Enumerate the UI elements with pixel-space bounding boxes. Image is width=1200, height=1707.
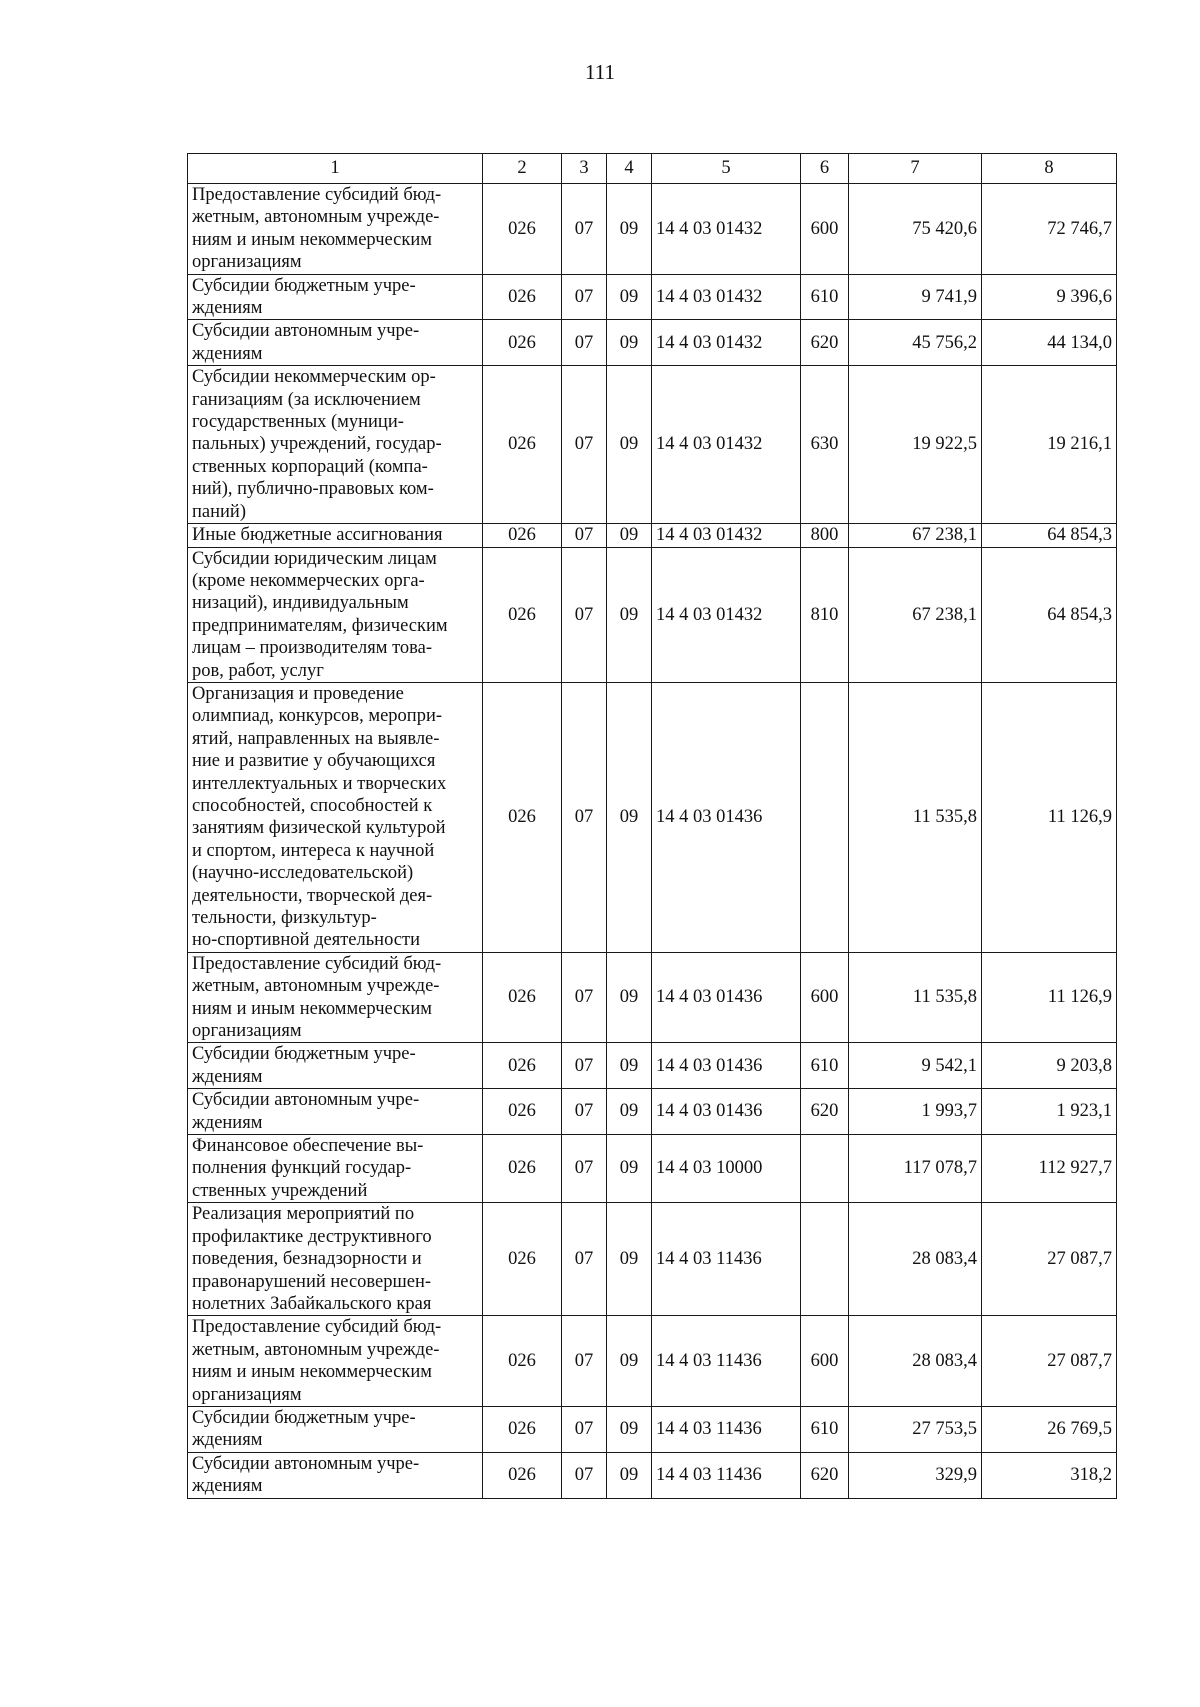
section-cell: 07 xyxy=(562,952,607,1043)
table-row xyxy=(188,320,1117,366)
section-cell: 07 xyxy=(562,1452,607,1498)
row-name-line: Иные бюджетные ассигнования xyxy=(192,525,443,546)
row-name-line: ганизациям (за исключением xyxy=(192,389,421,410)
header-cell: 2 xyxy=(483,154,562,184)
subsection-cell: 09 xyxy=(607,1089,652,1135)
row-name-line: ственных корпораций (компа- xyxy=(192,456,428,477)
amount-col8-cell: 1 923,1 xyxy=(982,1089,1117,1135)
row-name-line: жетным, автономным учрежде- xyxy=(192,1339,440,1360)
ministry-code-cell: 026 xyxy=(483,1089,562,1135)
row-name-line: лицам – производителям това- xyxy=(192,638,433,659)
amount-col8-cell: 44 134,0 xyxy=(982,320,1117,366)
row-name-line: ров, работ, услуг xyxy=(192,660,324,681)
ministry-code-cell: 026 xyxy=(483,1135,562,1203)
row-name-line: (научно-исследовательской) xyxy=(192,863,414,884)
amount-col7-cell: 67 238,1 xyxy=(849,524,982,547)
amount-col8-cell: 26 769,5 xyxy=(982,1406,1117,1452)
table-row xyxy=(188,1316,1117,1407)
expense-type-cell: 800 xyxy=(801,524,849,547)
row-name-line: Реализация мероприятий по xyxy=(192,1204,415,1225)
row-name-cell xyxy=(188,1043,483,1089)
row-name-line: ждениям xyxy=(192,1066,263,1087)
row-name-line: ниям и иным некоммерческим xyxy=(192,998,432,1019)
row-name-line: ниям и иным некоммерческим xyxy=(192,1362,432,1383)
subsection-cell: 09 xyxy=(607,682,652,952)
row-name-cell xyxy=(188,682,483,952)
target-article-cell: 14 4 03 01432 xyxy=(652,366,801,524)
section-cell: 07 xyxy=(562,547,607,682)
row-name-line: Предоставление субсидий бюд- xyxy=(192,185,442,205)
section-cell: 07 xyxy=(562,1406,607,1452)
row-name-line: ний), публично-правовых ком- xyxy=(192,479,434,500)
subsection-cell: 09 xyxy=(607,1203,652,1316)
target-article-cell: 14 4 03 01432 xyxy=(652,184,801,275)
subsection-cell: 09 xyxy=(607,952,652,1043)
ministry-code-cell: 026 xyxy=(483,1406,562,1452)
page-number: 111 xyxy=(585,60,615,84)
row-name-cell xyxy=(188,524,483,547)
subsection-cell: 09 xyxy=(607,1043,652,1089)
amount-col8-cell: 64 854,3 xyxy=(982,524,1117,547)
subsection-cell: 09 xyxy=(607,274,652,320)
row-name-cell xyxy=(188,547,483,682)
table-header-row xyxy=(188,154,1117,184)
header-cell: 8 xyxy=(982,154,1117,184)
row-name-line: способностей, способностей к xyxy=(192,795,433,816)
expense-type-cell: 600 xyxy=(801,184,849,275)
section-cell: 07 xyxy=(562,1316,607,1407)
row-name-cell xyxy=(188,1135,483,1203)
amount-col7-cell: 67 238,1 xyxy=(849,547,982,682)
amount-col8-cell: 112 927,7 xyxy=(982,1135,1117,1203)
row-name-line: Субсидии юридическим лицам xyxy=(192,548,437,569)
table-row xyxy=(188,366,1117,524)
target-article-cell: 14 4 03 11436 xyxy=(652,1316,801,1407)
ministry-code-cell: 026 xyxy=(483,524,562,547)
row-name-line: деятельности, творческой дея- xyxy=(192,885,433,906)
ministry-code-cell: 026 xyxy=(483,274,562,320)
table-row xyxy=(188,1452,1117,1498)
target-article-cell: 14 4 03 01432 xyxy=(652,524,801,547)
subsection-cell: 09 xyxy=(607,1452,652,1498)
table-row xyxy=(188,547,1117,682)
row-name-line: (кроме некоммерческих орга- xyxy=(192,570,425,591)
amount-col8-cell: 72 746,7 xyxy=(982,184,1117,275)
row-name-cell xyxy=(188,320,483,366)
table-row xyxy=(188,952,1117,1043)
expense-type-cell: 600 xyxy=(801,1316,849,1407)
expense-type-cell xyxy=(801,1135,849,1203)
expense-type-cell xyxy=(801,1203,849,1316)
row-name-line: правонарушений несовершен- xyxy=(192,1271,432,1292)
amount-col7-cell: 9 741,9 xyxy=(849,274,982,320)
row-name-line: Субсидии бюджетным учре- xyxy=(192,275,416,296)
row-name-line: Предоставление субсидий бюд- xyxy=(192,1317,442,1338)
section-cell: 07 xyxy=(562,274,607,320)
row-name-cell xyxy=(188,1089,483,1135)
row-name-line: пальных) учреждений, государ- xyxy=(192,434,442,455)
section-cell: 07 xyxy=(562,184,607,275)
target-article-cell: 14 4 03 11436 xyxy=(652,1406,801,1452)
amount-col7-cell: 75 420,6 xyxy=(849,184,982,275)
expense-type-cell: 600 xyxy=(801,952,849,1043)
row-name-line: ждениям xyxy=(192,343,263,364)
amount-col8-cell: 64 854,3 xyxy=(982,547,1117,682)
budget-table xyxy=(187,153,1117,1499)
row-name-line: ственных учреждений xyxy=(192,1180,368,1201)
section-cell: 07 xyxy=(562,320,607,366)
row-name-cell xyxy=(188,1406,483,1452)
header-cell: 6 xyxy=(801,154,849,184)
row-name-line: ждениям xyxy=(192,1476,263,1497)
ministry-code-cell: 026 xyxy=(483,1043,562,1089)
amount-col8-cell: 19 216,1 xyxy=(982,366,1117,524)
table-row xyxy=(188,184,1117,275)
row-name-line: тельности, физкультур- xyxy=(192,908,377,928)
table-row xyxy=(188,274,1117,320)
row-name-line: ждениям xyxy=(192,1112,263,1133)
row-name-line: Организация и проведение xyxy=(192,683,404,704)
amount-col8-cell: 11 126,9 xyxy=(982,952,1117,1043)
header-cell: 5 xyxy=(652,154,801,184)
row-name-line: Субсидии автономным учре- xyxy=(192,1090,420,1111)
amount-col7-cell: 329,9 xyxy=(849,1452,982,1498)
ministry-code-cell: 026 xyxy=(483,952,562,1043)
section-cell: 07 xyxy=(562,1089,607,1135)
row-name-cell xyxy=(188,184,483,275)
expense-type-cell: 620 xyxy=(801,1452,849,1498)
subsection-cell: 09 xyxy=(607,1316,652,1407)
row-name-line: но-спортивной деятельности xyxy=(192,930,420,951)
row-name-line: интеллектуальных и творческих xyxy=(192,773,447,794)
target-article-cell: 14 4 03 01432 xyxy=(652,274,801,320)
section-cell: 07 xyxy=(562,366,607,524)
row-name-line: олимпиад, конкурсов, меропри- xyxy=(192,706,443,727)
ministry-code-cell: 026 xyxy=(483,1452,562,1498)
target-article-cell: 14 4 03 01436 xyxy=(652,1089,801,1135)
target-article-cell: 14 4 03 01436 xyxy=(652,1043,801,1089)
expense-type-cell: 810 xyxy=(801,547,849,682)
subsection-cell: 09 xyxy=(607,524,652,547)
row-name-line: Предоставление субсидий бюд- xyxy=(192,953,442,974)
table-row xyxy=(188,524,1117,547)
table-row xyxy=(188,682,1117,952)
ministry-code-cell: 026 xyxy=(483,320,562,366)
expense-type-cell: 610 xyxy=(801,1043,849,1089)
row-name-line: организациям xyxy=(192,1384,302,1405)
subsection-cell: 09 xyxy=(607,547,652,682)
header-cell: 3 xyxy=(562,154,607,184)
target-article-cell: 14 4 03 01432 xyxy=(652,547,801,682)
subsection-cell: 09 xyxy=(607,366,652,524)
row-name-line: Финансовое обеспечение вы- xyxy=(192,1136,424,1157)
amount-col7-cell: 45 756,2 xyxy=(849,320,982,366)
amount-col8-cell: 9 396,6 xyxy=(982,274,1117,320)
row-name-line: ятий, направленных на выявле- xyxy=(192,728,440,749)
amount-col8-cell: 9 203,8 xyxy=(982,1043,1117,1089)
row-name-cell xyxy=(188,1316,483,1407)
row-name-line: полнения функций государ- xyxy=(192,1158,412,1179)
target-article-cell: 14 4 03 01432 xyxy=(652,320,801,366)
section-cell: 07 xyxy=(562,1043,607,1089)
table-row xyxy=(188,1043,1117,1089)
row-name-line: ние и развитие у обучающихся xyxy=(192,751,436,772)
amount-col7-cell: 117 078,7 xyxy=(849,1135,982,1203)
row-name-cell xyxy=(188,274,483,320)
amount-col8-cell: 11 126,9 xyxy=(982,682,1117,952)
header-cell: 4 xyxy=(607,154,652,184)
amount-col8-cell: 27 087,7 xyxy=(982,1203,1117,1316)
row-name-line: жетным, автономным учрежде- xyxy=(192,207,440,228)
row-name-line: занятиям физической культурой xyxy=(192,818,446,839)
subsection-cell: 09 xyxy=(607,1406,652,1452)
amount-col8-cell: 318,2 xyxy=(982,1452,1117,1498)
table-row xyxy=(188,1135,1117,1203)
target-article-cell: 14 4 03 11436 xyxy=(652,1452,801,1498)
ministry-code-cell: 026 xyxy=(483,1316,562,1407)
section-cell: 07 xyxy=(562,1203,607,1316)
ministry-code-cell: 026 xyxy=(483,184,562,275)
row-name-cell xyxy=(188,952,483,1043)
row-name-cell xyxy=(188,1203,483,1316)
row-name-line: профилактике деструктивного xyxy=(192,1226,432,1247)
row-name-line: ждениям xyxy=(192,298,263,319)
amount-col7-cell: 11 535,8 xyxy=(849,682,982,952)
row-name-line: организациям xyxy=(192,1021,302,1042)
row-name-line: ниям и иным некоммерческим xyxy=(192,229,432,250)
header-cell: 1 xyxy=(188,154,483,184)
section-cell: 07 xyxy=(562,682,607,952)
row-name-line: Субсидии автономным учре- xyxy=(192,321,420,342)
row-name-line: жетным, автономным учрежде- xyxy=(192,976,440,997)
ministry-code-cell: 026 xyxy=(483,547,562,682)
row-name-line: ждениям xyxy=(192,1430,263,1451)
target-article-cell: 14 4 03 01436 xyxy=(652,952,801,1043)
table-row xyxy=(188,1203,1117,1316)
expense-type-cell: 610 xyxy=(801,274,849,320)
row-name-line: Субсидии бюджетным учре- xyxy=(192,1407,416,1428)
expense-type-cell xyxy=(801,682,849,952)
amount-col8-cell: 27 087,7 xyxy=(982,1316,1117,1407)
row-name-line: Субсидии некоммерческим ор- xyxy=(192,367,436,388)
row-name-cell xyxy=(188,366,483,524)
subsection-cell: 09 xyxy=(607,320,652,366)
expense-type-cell: 620 xyxy=(801,1089,849,1135)
row-name-line: нолетних Забайкальского края xyxy=(192,1293,432,1314)
amount-col7-cell: 11 535,8 xyxy=(849,952,982,1043)
subsection-cell: 09 xyxy=(607,1135,652,1203)
ministry-code-cell: 026 xyxy=(483,1203,562,1316)
row-name-line: низаций), индивидуальным xyxy=(192,593,409,614)
amount-col7-cell: 27 753,5 xyxy=(849,1406,982,1452)
ministry-code-cell: 026 xyxy=(483,682,562,952)
amount-col7-cell: 19 922,5 xyxy=(849,366,982,524)
ministry-code-cell: 026 xyxy=(483,366,562,524)
expense-type-cell: 630 xyxy=(801,366,849,524)
amount-col7-cell: 1 993,7 xyxy=(849,1089,982,1135)
row-name-line: Субсидии автономным учре- xyxy=(192,1453,420,1474)
amount-col7-cell: 28 083,4 xyxy=(849,1203,982,1316)
row-name-line: предпринимателям, физическим xyxy=(192,615,448,636)
header-cell: 7 xyxy=(849,154,982,184)
target-article-cell: 14 4 03 01436 xyxy=(652,682,801,952)
section-cell: 07 xyxy=(562,1135,607,1203)
amount-col7-cell: 28 083,4 xyxy=(849,1316,982,1407)
row-name-line: организациям xyxy=(192,252,302,273)
table-row xyxy=(188,1089,1117,1135)
row-name-line: паний) xyxy=(192,501,246,522)
table-row xyxy=(188,1406,1117,1452)
section-cell: 07 xyxy=(562,524,607,547)
expense-type-cell: 610 xyxy=(801,1406,849,1452)
target-article-cell: 14 4 03 10000 xyxy=(652,1135,801,1203)
row-name-line: и спортом, интереса к научной xyxy=(192,840,435,861)
subsection-cell: 09 xyxy=(607,184,652,275)
row-name-line: Субсидии бюджетным учре- xyxy=(192,1044,416,1065)
row-name-line: поведения, безнадзорности и xyxy=(192,1249,422,1270)
target-article-cell: 14 4 03 11436 xyxy=(652,1203,801,1316)
amount-col7-cell: 9 542,1 xyxy=(849,1043,982,1089)
expense-type-cell: 620 xyxy=(801,320,849,366)
row-name-line: государственных (муници- xyxy=(192,412,404,433)
row-name-cell xyxy=(188,1452,483,1498)
